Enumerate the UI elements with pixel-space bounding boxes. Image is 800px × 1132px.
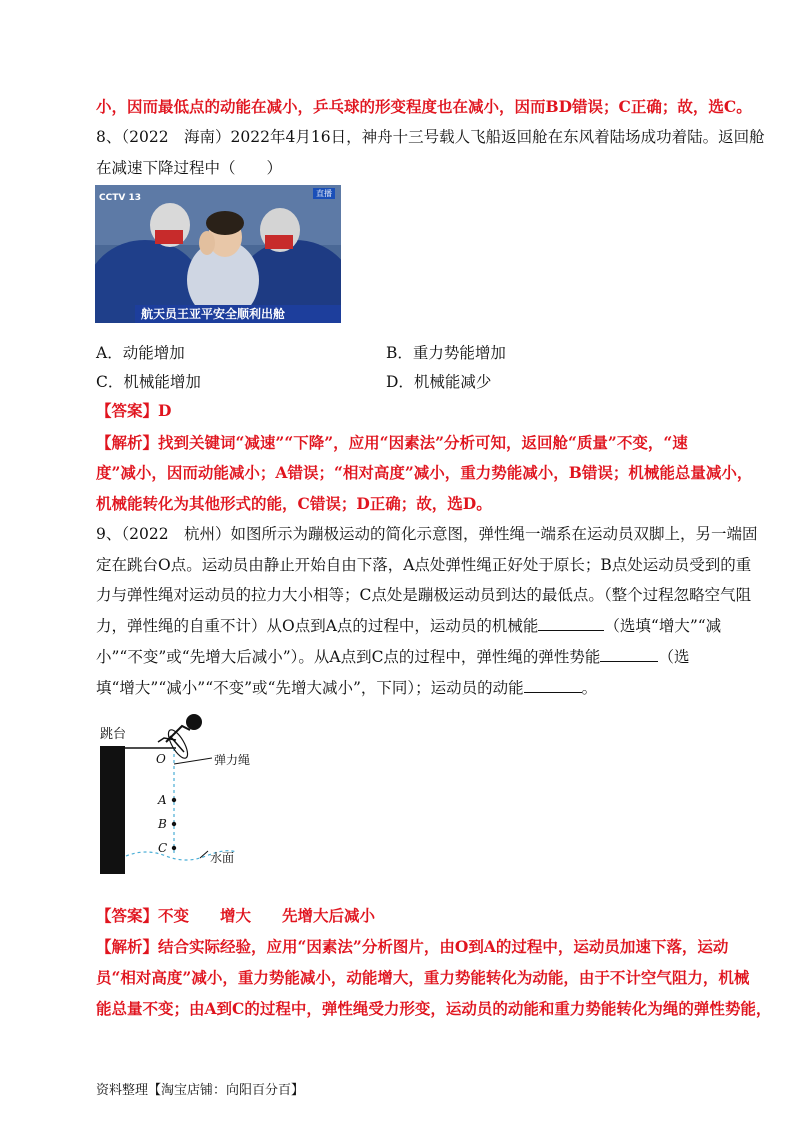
analysis-8-line-2: 度”减小，因而动能减小；A错误；“相对高度”减小，重力势能减小，B错误；机械能总量减小， — [96, 463, 753, 482]
option-d[interactable]: D．机械能减少 — [386, 373, 492, 391]
question-9-line-4-tail: （选填“增大”“减 — [604, 617, 722, 635]
option-a[interactable]: A．动能增加 — [96, 344, 185, 362]
question-9-line-6-text: 填“增大”“减小”“不变”或“先增大减小”，下同）；运动员的动能 — [96, 679, 524, 697]
point-b — [172, 822, 176, 826]
answer-9: 【答案】不变 增大 先增大后减小 — [96, 906, 376, 925]
live-badge: 直播 — [313, 188, 335, 199]
photo-caption — [135, 305, 341, 323]
point-c-label: C — [158, 841, 168, 855]
bungee-diagram — [96, 708, 276, 878]
platform-label: 跳台 — [100, 727, 127, 742]
analysis-9-line-1: 【解析】结合实际经验，应用“因素法”分析图片，由O到A的过程中，运动员加速下落，运动 — [96, 937, 729, 956]
question-9-line-5-text: 小”“不变”或“先增大后减小”）。从A点到C点的过程中，弹性绳的弹性势能 — [96, 648, 601, 666]
question-9-line-5 — [96, 647, 689, 667]
answer-blank-1[interactable] — [538, 616, 604, 631]
question-9-line-5-tail: （选 — [658, 648, 690, 666]
option-b[interactable]: B．重力势能增加 — [386, 344, 506, 362]
question-9-line-1: 9、（2022 杭州）如图所示为蹦极运动的简化示意图，弹性绳一端系在运动员双脚上，另一端固 — [96, 525, 758, 543]
option-c[interactable]: C．机械能增加 — [96, 373, 201, 391]
news-photo — [95, 185, 341, 323]
analysis-8-line-1: 【解析】找到关键词“减速”“下降”，应用“因素法”分析可知，返回舱“质量”不变，“速 — [96, 433, 688, 452]
analysis-9-line-3: 能总量不变；由A到C的过程中，弹性绳受力形变，运动员的动能和重力势能转化为绳的弹性势能， — [96, 999, 772, 1018]
text-line: 小，因而最低点的动能在减小，乒乓球的形变程度也在减小，因而BD错误；C正确；故，选C。 — [96, 97, 752, 116]
rope-label-pointer — [174, 758, 212, 764]
analysis-9-line-2: 员“相对高度”减小，重力势能减小，动能增大，重力势能转化为动能，由于不计空气阻力，机械 — [96, 968, 750, 987]
point-b-label: B — [158, 817, 167, 831]
news-photo-image — [95, 185, 341, 323]
question-9-line-4-text: 力，弹性绳的自重不计）从O点到A点的过程中，运动员的机械能 — [96, 617, 539, 635]
photo-caption-text: 航天员王亚平安全顺利出舱 — [141, 307, 286, 321]
answer-blank-2[interactable] — [600, 647, 658, 662]
rope-label: 弹力绳 — [214, 753, 251, 767]
footer-text: 资料整理【淘宝店铺：向阳百分百】 — [96, 1083, 305, 1098]
point-a — [172, 798, 176, 802]
platform-pillar — [100, 746, 125, 874]
answer-8: 【答案】D — [96, 401, 172, 420]
question-9-line-2: 定在跳台O点。运动员由静止开始自由下落，A点处弹性绳正好处于原长；B点处运动员受到的重 — [96, 556, 752, 574]
question-8-line-1: 8、（2022 海南）2022年4月16日，神舟十三号载人飞船返回舱在东风着陆场成功着陆。返回舱 — [96, 128, 765, 146]
water-label: 水面 — [210, 851, 235, 865]
question-9-line-4 — [96, 616, 721, 636]
question-9-line-6 — [96, 678, 597, 698]
point-a-label: A — [158, 793, 167, 807]
question-9-line-6-tail: 。 — [581, 679, 598, 697]
analysis-8-line-3: 机械能转化为其他形式的能，C错误；D正确；故，选D。 — [96, 494, 492, 513]
question-9-line-3: 力与弹性绳对运动员的拉力大小相等；C点处是蹦极运动员到达的最低点。（整个过程忽略空气阻 — [96, 586, 752, 604]
point-c — [172, 846, 176, 850]
point-o-label: O — [156, 752, 166, 766]
question-8-line-2: 在减速下降过程中（ ） — [96, 159, 283, 177]
channel-logo: CCTV 13 — [99, 193, 141, 203]
answer-blank-3[interactable] — [524, 678, 582, 693]
